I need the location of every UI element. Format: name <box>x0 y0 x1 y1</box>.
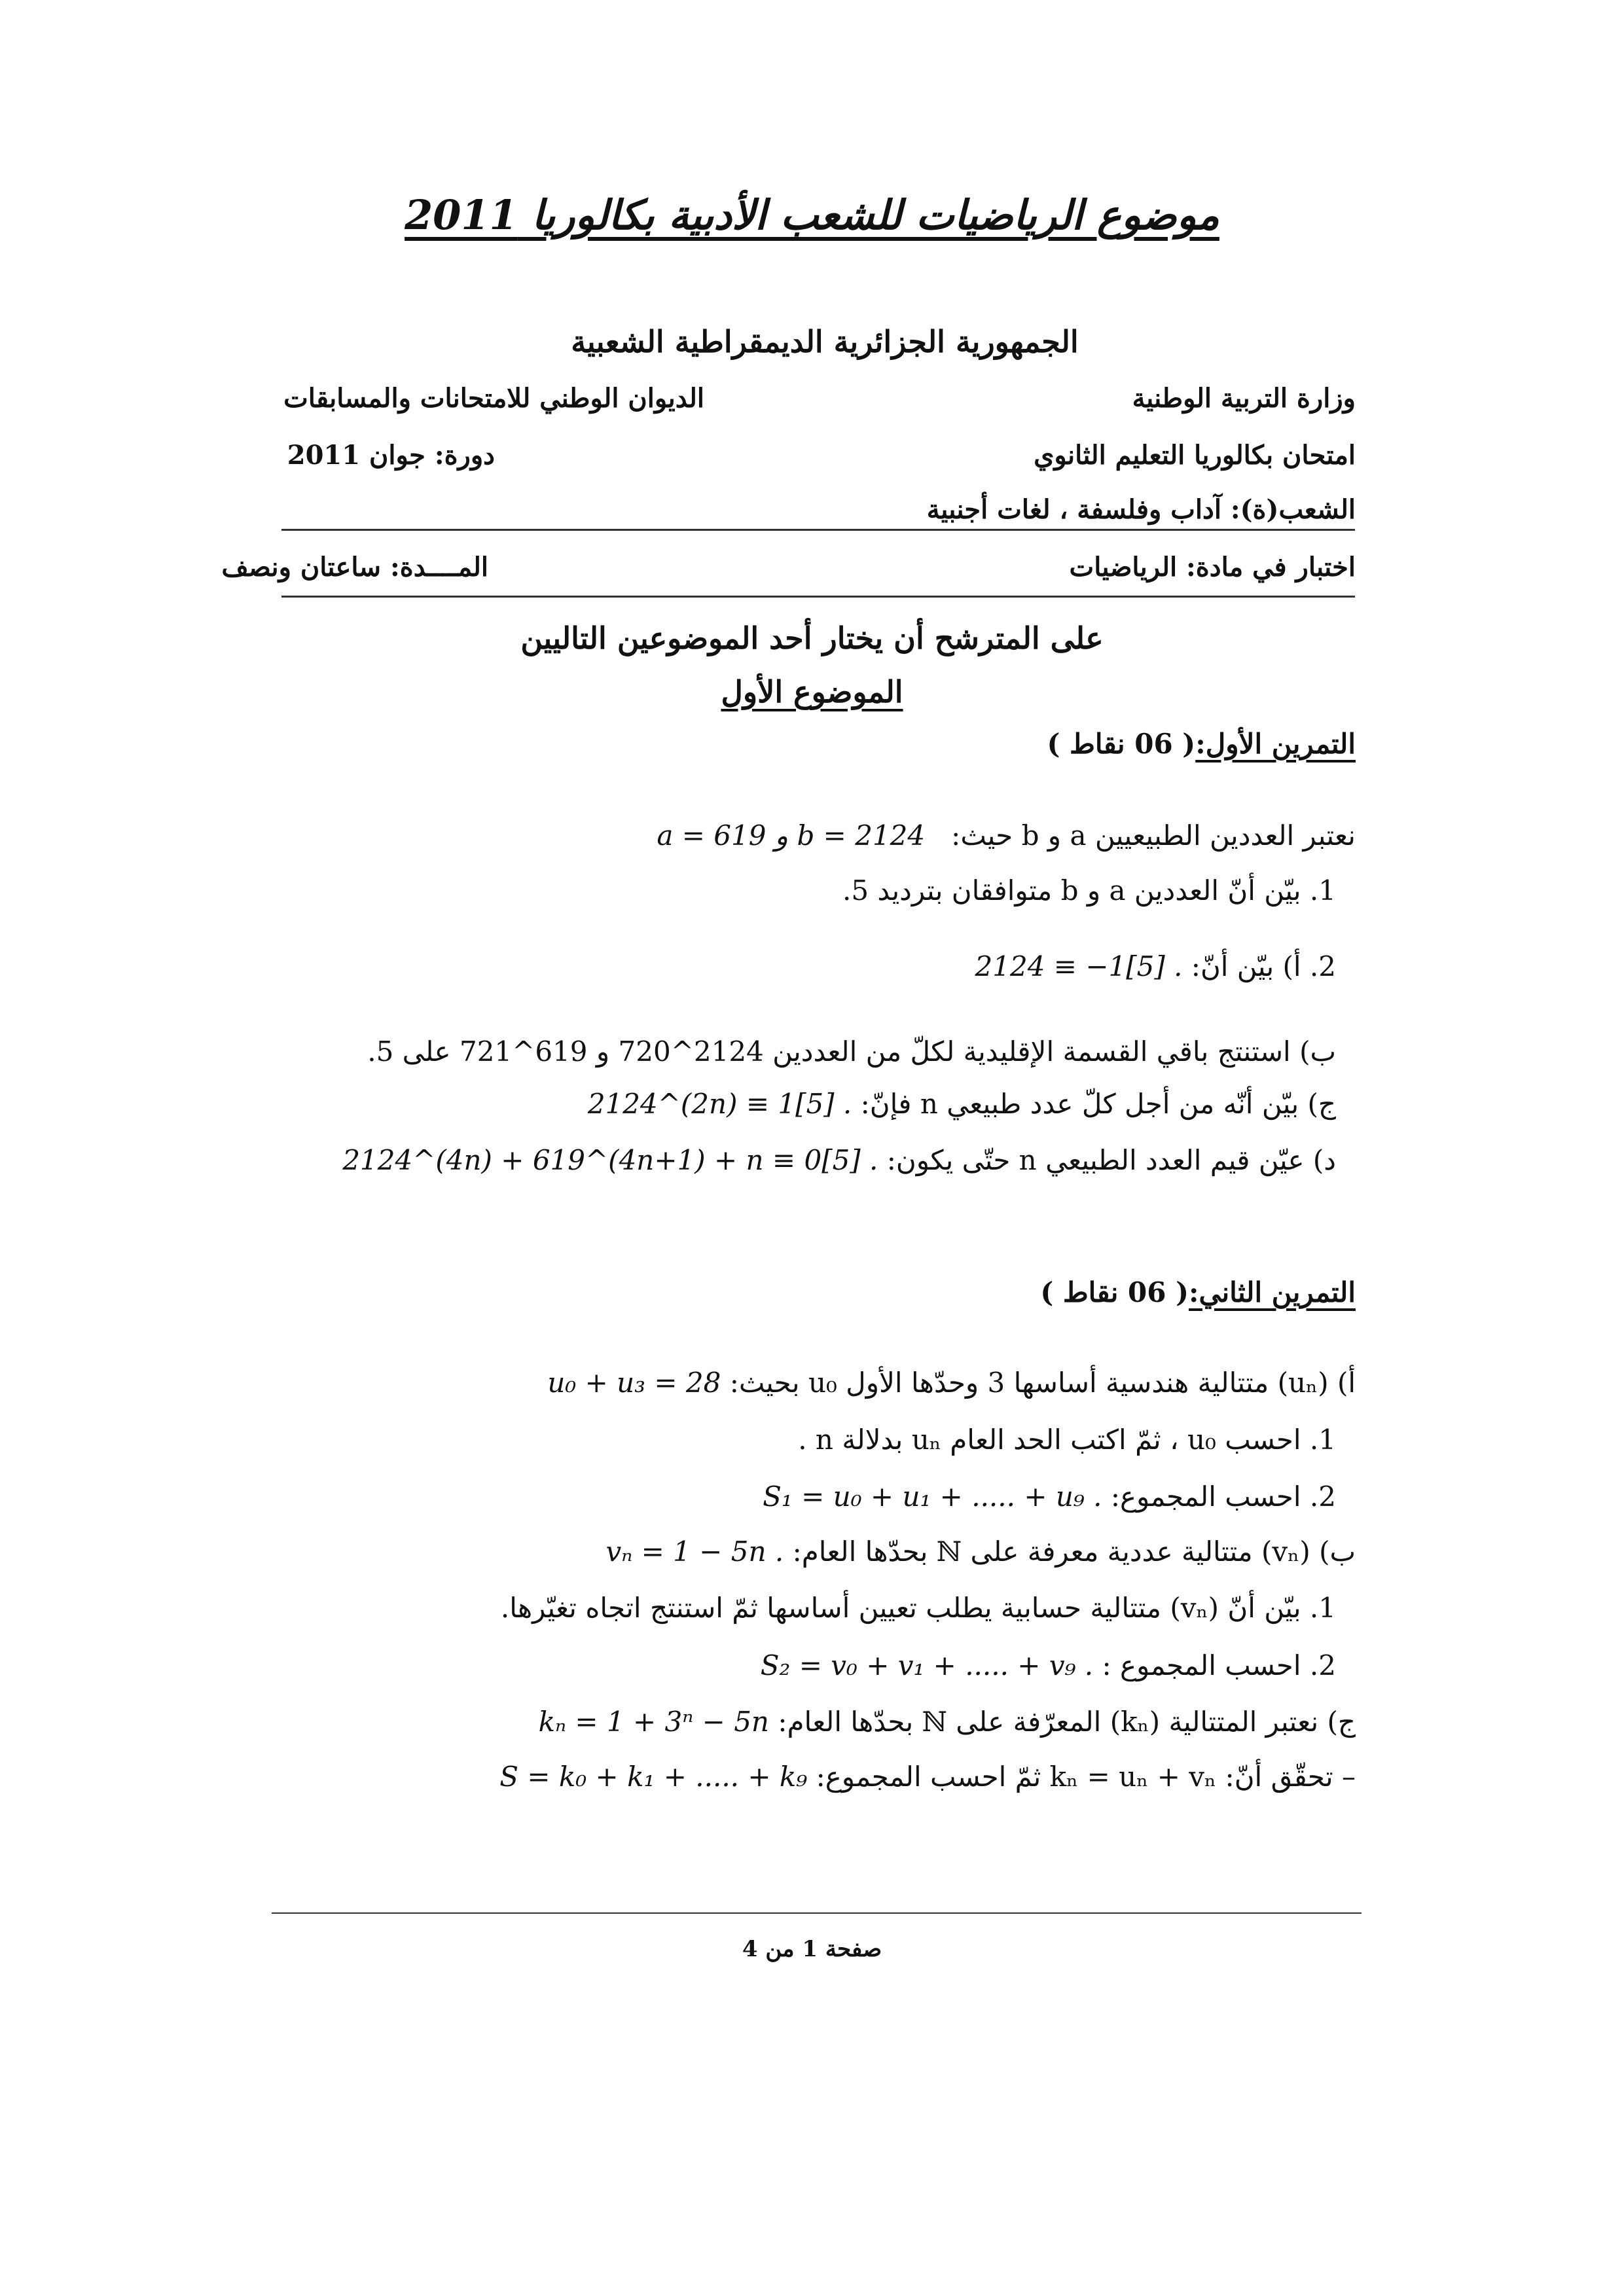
exercise2-part-a-text: أ) (uₙ) متتالية هندسية أساسها 3 وحدّها الأول u₀ بحيث: <box>729 1367 1356 1399</box>
duration-label: المــــدة: ساعتان ونصف <box>221 552 488 583</box>
exercise2-part-b-math: vₙ = 1 − 5n . <box>605 1535 784 1568</box>
exercise1-intro-math: a = 619 و b = 2124 <box>657 819 926 852</box>
exercise1-title-points: ( 06 نقاط ) <box>1047 728 1196 760</box>
exercise2-part-c-text: ج) نعتبر المتتالية (kₙ) المعرّفة على ℕ بحدّها العام: <box>778 1706 1356 1738</box>
exam-label: امتحان بكالوريا التعليم الثانوي <box>1034 440 1356 471</box>
exercise2-title-points: ( 06 نقاط ) <box>1040 1276 1189 1308</box>
exercise2-title-label: التمرين الثاني: <box>1188 1276 1356 1308</box>
header-divider-top <box>281 529 1355 531</box>
exercise1-title-label: التمرين الأول: <box>1195 728 1356 760</box>
exercise2-part-b <box>605 1535 1356 1568</box>
exercise1-q2c <box>588 1088 1336 1120</box>
exercise2-part-c-math: kₙ = 1 + 3ⁿ − 5n <box>538 1706 769 1738</box>
exercise1-q2a <box>975 950 1336 982</box>
office-label: الديوان الوطني للامتحانات والمسابقات <box>283 383 704 414</box>
exercise2-b1: 1. بيّن أنّ (vₙ) متتالية حسابية يطلب تعيين أساسها ثمّ استنتج اتجاه تغيّرها. <box>500 1592 1336 1624</box>
exercise2-part-b-text: ب) (vₙ) متتالية عددية معرفة على ℕ بحدّها العام: <box>792 1535 1356 1568</box>
republic-heading: الجمهورية الجزائرية الديمقراطية الشعبية <box>571 324 1079 359</box>
session-label: دورة: جوان 2011 <box>287 440 495 471</box>
exercise2-a2-text: 2. احسب المجموع: <box>1110 1480 1336 1513</box>
exercise2-a1: 1. احسب u₀ ، ثمّ اكتب الحد العام uₙ بدلالة n . <box>798 1424 1336 1456</box>
exercise2-part-a-math: u₀ + u₃ = 28 <box>547 1367 721 1399</box>
exercise2-part-a <box>547 1367 1356 1399</box>
exercise1-q2a-math: 2124 ≡ −1[5] . <box>975 950 1183 982</box>
exercise1-q2c-text: ج) بيّن أنّه من أجل كلّ عدد طبيعي n فإنّ: <box>860 1088 1336 1120</box>
exercise1-intro-text: نعتبر العددين الطبيعيين a و b حيث: <box>951 819 1356 852</box>
exercise1-q2d <box>342 1144 1336 1176</box>
exercise1-q2b: ب) استنتج باقي القسمة الإقليدية لكلّ من العددين 2124^720 و 619^721 على 5. <box>367 1035 1336 1067</box>
header-divider-bottom <box>281 596 1355 598</box>
branch-label: الشعب(ة): آداب وفلسفة ، لغات أجنبية <box>926 494 1356 525</box>
exercise2-c1 <box>499 1761 1356 1793</box>
instruction-text: على المترشح أن يختار أحد الموضوعين التاليين <box>520 620 1104 656</box>
document-title: موضوع الرياضيات للشعب الأدبية بكالوريا 2011 <box>405 191 1219 239</box>
exercise2-c1-text: – تحقّق أنّ: kₙ = uₙ + vₙ ثمّ احسب المجموع: <box>816 1761 1356 1793</box>
exercise2-b2-math: S₂ = v₀ + v₁ + ..... + v₉ . <box>760 1649 1094 1681</box>
subject-label: اختبار في مادة: الرياضيات <box>1069 552 1356 583</box>
exercise2-part-c <box>539 1706 1356 1738</box>
exercise1-title <box>1047 728 1356 760</box>
exercise2-title <box>1040 1276 1356 1308</box>
exercise2-c1-math: S = k₀ + k₁ + ..... + k₉ <box>499 1761 808 1793</box>
exercise2-b2-text: 2. احسب المجموع : <box>1102 1649 1336 1681</box>
exercise1-intro <box>657 819 1356 852</box>
exercise1-q2a-text: 2. أ) بيّن أنّ: <box>1191 950 1336 982</box>
exercise1-q2c-math: 2124^(2n) ≡ 1[5] . <box>587 1088 852 1120</box>
exercise2-b2 <box>761 1649 1336 1681</box>
exercise2-a2-math: S₁ = u₀ + u₁ + ..... + u₉ . <box>763 1480 1102 1513</box>
footer-divider <box>272 1912 1362 1914</box>
page-number: صفحة 1 من 4 <box>742 1936 882 1962</box>
exercise1-q1: 1. بيّن أنّ العددين a و b متوافقان بترديد 5. <box>842 874 1336 906</box>
ministry-label: وزارة التربية الوطنية <box>1132 383 1356 414</box>
topic-heading: الموضوع الأول <box>721 674 903 709</box>
exercise1-q2d-text: د) عيّن قيم العدد الطبيعي n حتّى يكون: <box>886 1144 1336 1176</box>
exercise1-q2d-math: 2124^(4n) + 619^(4n+1) + n ≡ 0[5] . <box>342 1144 878 1176</box>
exercise2-a2 <box>763 1480 1336 1513</box>
